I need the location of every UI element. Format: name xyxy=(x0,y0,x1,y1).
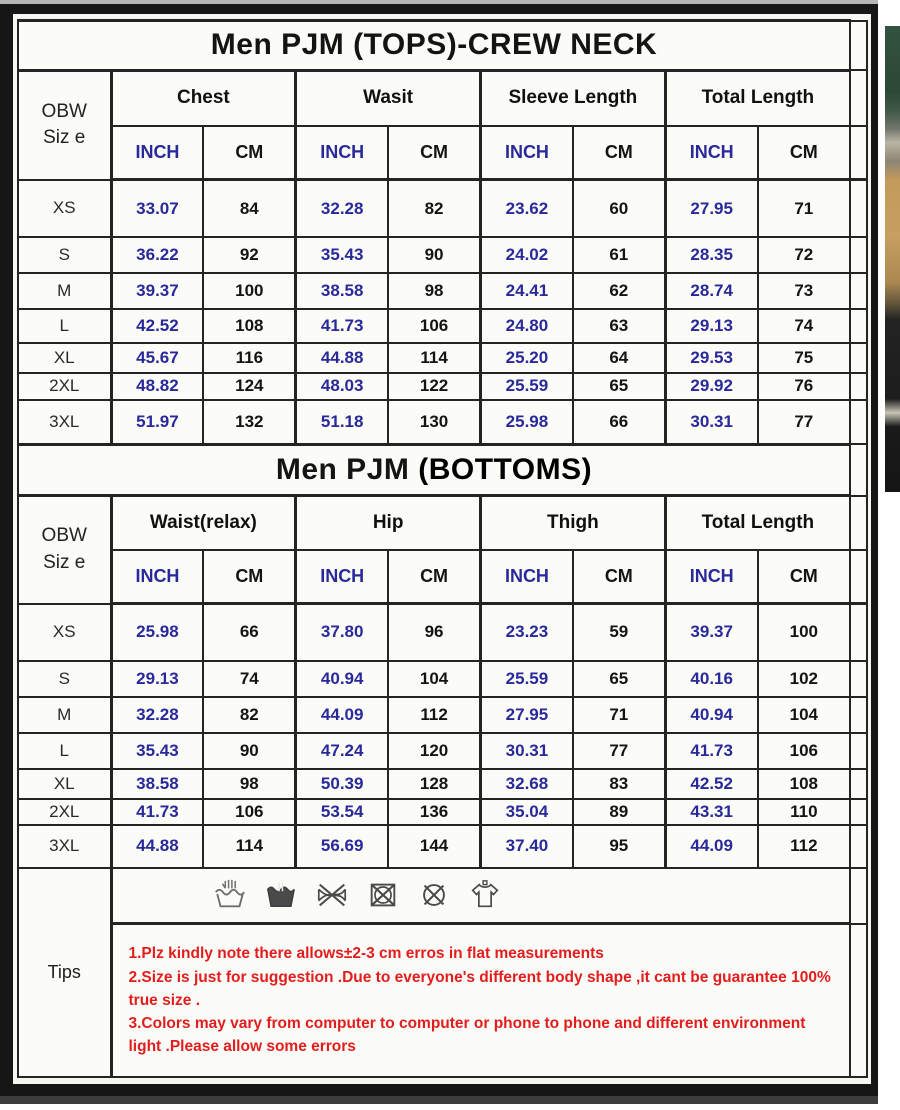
cell-sleeve-cm: 65 xyxy=(573,373,665,400)
cell-waist-cm: 82 xyxy=(203,697,295,733)
table-row xyxy=(18,180,867,237)
cell-total-cm: 71 xyxy=(758,180,850,237)
cell-total-inch: 42.52 xyxy=(665,769,757,799)
cell-total-cm: 73 xyxy=(758,273,850,309)
care-icons-row xyxy=(113,878,850,912)
chart-frame xyxy=(0,4,878,1096)
cell-waist-inch: 41.73 xyxy=(111,799,203,825)
tops-corner-header xyxy=(18,70,111,180)
cell-total-cm: 72 xyxy=(758,237,850,273)
tips-line: 2.Size is just for suggestion .Due to everyone's different body shape ,it cant be guarantee 100% true size . xyxy=(128,968,831,1009)
bottoms-corner-header xyxy=(18,496,111,604)
size-label: XS xyxy=(18,180,111,237)
size-label: M xyxy=(18,273,111,309)
table-row xyxy=(18,769,867,799)
cell-sleeve-cm: 63 xyxy=(573,309,665,342)
spacer-cell xyxy=(850,343,867,373)
cell-waist-cm: 130 xyxy=(388,400,480,445)
cell-total-cm: 102 xyxy=(758,661,850,697)
cell-thigh-inch: 32.68 xyxy=(481,769,573,799)
cell-total-cm: 77 xyxy=(758,400,850,445)
size-label: M xyxy=(18,697,111,733)
spacer-cell xyxy=(850,237,867,273)
group-header-sleeve-length: Sleeve Length xyxy=(481,70,666,126)
unit-cm: CM xyxy=(203,550,295,604)
size-label: XL xyxy=(18,343,111,373)
cell-thigh-cm: 65 xyxy=(573,661,665,697)
cell-total-cm: 104 xyxy=(758,697,850,733)
cell-total-cm: 106 xyxy=(758,733,850,769)
spacer-cell xyxy=(850,180,867,237)
table-row xyxy=(18,400,867,445)
spacer-cell xyxy=(850,309,867,342)
group-header-total-length: Total Length xyxy=(665,70,850,126)
bottoms-title xyxy=(18,444,850,496)
do-not-wring-icon xyxy=(315,878,349,912)
care-icons-cell xyxy=(111,868,850,924)
tops-title: Men PJM (TOPS)-CREW NECK xyxy=(18,21,850,71)
table-row xyxy=(18,273,867,309)
spacer-cell xyxy=(850,604,867,661)
cell-waist-cm: 66 xyxy=(203,604,295,661)
size-label: XL xyxy=(18,769,111,799)
cell-chest-cm: 100 xyxy=(203,273,295,309)
unit-cm: CM xyxy=(573,550,665,604)
cell-hip-cm: 144 xyxy=(388,825,480,867)
size-label: XS xyxy=(18,604,111,661)
cell-thigh-cm: 89 xyxy=(573,799,665,825)
cell-waist-inch: 35.43 xyxy=(111,733,203,769)
cell-hip-inch: 37.80 xyxy=(296,604,388,661)
bottoms-title-prefix: Men PJM xyxy=(275,452,419,486)
cell-sleeve-cm: 62 xyxy=(573,273,665,309)
cell-total-inch: 29.53 xyxy=(665,343,757,373)
cell-waist-cm: 114 xyxy=(203,825,295,867)
table-row xyxy=(18,309,867,342)
cell-waist-inch: 48.03 xyxy=(296,373,388,400)
cell-total-inch: 28.35 xyxy=(665,237,757,273)
cell-hip-inch: 50.39 xyxy=(296,769,388,799)
cell-sleeve-cm: 66 xyxy=(573,400,665,445)
cell-chest-cm: 132 xyxy=(203,400,295,445)
cell-thigh-cm: 95 xyxy=(573,825,665,867)
cell-sleeve-cm: 61 xyxy=(573,237,665,273)
size-label: L xyxy=(18,309,111,342)
do-not-dry-clean-icon xyxy=(417,878,451,912)
size-label: S xyxy=(18,237,111,273)
spacer-cell xyxy=(850,697,867,733)
size-label: 3XL xyxy=(18,400,111,445)
do-not-tumble-dry-icon xyxy=(366,878,400,912)
cell-sleeve-inch: 25.98 xyxy=(481,400,573,445)
cell-thigh-cm: 71 xyxy=(573,697,665,733)
cell-waist-inch: 38.58 xyxy=(296,273,388,309)
cell-hip-inch: 40.94 xyxy=(296,661,388,697)
unit-inch: INCH xyxy=(665,550,757,604)
unit-cm: CM xyxy=(758,550,850,604)
cell-sleeve-inch: 24.41 xyxy=(481,273,573,309)
spacer-cell xyxy=(850,373,867,400)
table-row xyxy=(18,697,867,733)
cell-chest-cm: 84 xyxy=(203,180,295,237)
size-label: L xyxy=(18,733,111,769)
corner-line1: OBW xyxy=(41,100,87,122)
cell-thigh-inch: 35.04 xyxy=(481,799,573,825)
cell-chest-cm: 108 xyxy=(203,309,295,342)
cell-thigh-inch: 30.31 xyxy=(481,733,573,769)
cell-waist-inch: 32.28 xyxy=(111,697,203,733)
cell-hip-inch: 56.69 xyxy=(296,825,388,867)
tips-label: Tips xyxy=(18,868,111,1077)
wash-basin-icon xyxy=(264,878,298,912)
spacer-cell xyxy=(850,70,867,126)
cell-hip-cm: 96 xyxy=(388,604,480,661)
cell-hip-cm: 128 xyxy=(388,769,480,799)
cell-sleeve-cm: 60 xyxy=(573,180,665,237)
cell-sleeve-cm: 64 xyxy=(573,343,665,373)
size-label: 2XL xyxy=(18,799,111,825)
cell-chest-inch: 45.67 xyxy=(111,343,203,373)
cell-total-inch: 29.92 xyxy=(665,373,757,400)
unit-inch: INCH xyxy=(111,550,203,604)
tips-line: 3.Colors may vary from computer to computer or phone to phone and different environment light .Please allow some errors xyxy=(128,1015,806,1056)
table-row xyxy=(18,343,867,373)
group-header-chest: Chest xyxy=(111,70,296,126)
cell-total-cm: 100 xyxy=(758,604,850,661)
cell-waist-cm: 98 xyxy=(388,273,480,309)
size-label: 2XL xyxy=(18,373,111,400)
spacer-cell xyxy=(850,733,867,769)
cell-total-inch: 29.13 xyxy=(665,309,757,342)
cell-chest-inch: 42.52 xyxy=(111,309,203,342)
size-label: 3XL xyxy=(18,825,111,867)
corner-line2: Siz e xyxy=(43,551,86,573)
group-header-thigh: Thigh xyxy=(481,496,666,550)
cell-hip-cm: 120 xyxy=(388,733,480,769)
bottoms-title-suffix: (BOTTOMS) xyxy=(418,452,593,486)
cell-total-inch: 43.31 xyxy=(665,799,757,825)
cell-sleeve-inch: 24.02 xyxy=(481,237,573,273)
unit-cm: CM xyxy=(758,126,850,180)
spacer-cell xyxy=(850,444,867,496)
unit-inch: INCH xyxy=(296,550,388,604)
cell-waist-inch: 44.88 xyxy=(296,343,388,373)
cell-hip-inch: 53.54 xyxy=(296,799,388,825)
cell-waist-cm: 82 xyxy=(388,180,480,237)
cell-total-cm: 108 xyxy=(758,769,850,799)
cell-thigh-inch: 27.95 xyxy=(481,697,573,733)
spacer-cell xyxy=(850,924,867,1077)
spacer-cell xyxy=(850,661,867,697)
cell-total-inch: 40.94 xyxy=(665,697,757,733)
cell-total-inch: 30.31 xyxy=(665,400,757,445)
chart-inner xyxy=(13,14,871,1084)
garment-icon xyxy=(468,878,502,912)
unit-cm: CM xyxy=(203,126,295,180)
unit-cm: CM xyxy=(388,126,480,180)
unit-inch: INCH xyxy=(111,126,203,180)
cell-waist-inch: 25.98 xyxy=(111,604,203,661)
cell-total-cm: 112 xyxy=(758,825,850,867)
unit-inch: INCH xyxy=(481,126,573,180)
group-header-waist-relax: Waist(relax) xyxy=(111,496,296,550)
spacer-cell xyxy=(850,825,867,867)
cell-waist-inch: 29.13 xyxy=(111,661,203,697)
spacer-cell xyxy=(850,273,867,309)
cell-waist-cm: 90 xyxy=(388,237,480,273)
cell-chest-cm: 124 xyxy=(203,373,295,400)
cell-hip-cm: 136 xyxy=(388,799,480,825)
cell-waist-inch: 51.18 xyxy=(296,400,388,445)
cell-thigh-inch: 23.23 xyxy=(481,604,573,661)
group-header-total-length: Total Length xyxy=(665,496,850,550)
cell-total-inch: 39.37 xyxy=(665,604,757,661)
cell-sleeve-inch: 25.20 xyxy=(481,343,573,373)
cell-total-inch: 27.95 xyxy=(665,180,757,237)
hand-wash-icon xyxy=(213,878,247,912)
spacer-cell xyxy=(850,799,867,825)
cell-chest-cm: 92 xyxy=(203,237,295,273)
cell-total-cm: 76 xyxy=(758,373,850,400)
cell-waist-inch: 38.58 xyxy=(111,769,203,799)
cell-total-inch: 40.16 xyxy=(665,661,757,697)
size-chart-table xyxy=(17,19,868,1078)
cell-waist-inch: 41.73 xyxy=(296,309,388,342)
cell-total-inch: 44.09 xyxy=(665,825,757,867)
spacer-cell xyxy=(850,868,867,924)
corner-line2: Siz e xyxy=(43,127,86,149)
cell-sleeve-inch: 23.62 xyxy=(481,180,573,237)
cell-waist-inch: 32.28 xyxy=(296,180,388,237)
cell-waist-inch: 44.88 xyxy=(111,825,203,867)
cell-chest-inch: 51.97 xyxy=(111,400,203,445)
cell-waist-cm: 122 xyxy=(388,373,480,400)
spacer-cell xyxy=(850,126,867,180)
cell-total-cm: 74 xyxy=(758,309,850,342)
tips-line: 1.Plz kindly note there allows±2-3 cm erros in flat measurements xyxy=(128,945,604,963)
cell-chest-inch: 33.07 xyxy=(111,180,203,237)
cell-total-inch: 41.73 xyxy=(665,733,757,769)
group-header-waist: Wasit xyxy=(296,70,481,126)
cell-thigh-cm: 59 xyxy=(573,604,665,661)
spacer-cell xyxy=(850,550,867,604)
cell-total-inch: 28.74 xyxy=(665,273,757,309)
cell-hip-inch: 47.24 xyxy=(296,733,388,769)
cell-chest-cm: 116 xyxy=(203,343,295,373)
unit-inch: INCH xyxy=(481,550,573,604)
corner-line1: OBW xyxy=(41,525,87,547)
table-row xyxy=(18,799,867,825)
tips-text xyxy=(111,924,850,1077)
unit-cm: CM xyxy=(573,126,665,180)
cell-hip-cm: 104 xyxy=(388,661,480,697)
cell-sleeve-inch: 25.59 xyxy=(481,373,573,400)
table-row xyxy=(18,604,867,661)
cell-total-cm: 110 xyxy=(758,799,850,825)
cell-chest-inch: 48.82 xyxy=(111,373,203,400)
cell-chest-inch: 36.22 xyxy=(111,237,203,273)
cell-waist-cm: 114 xyxy=(388,343,480,373)
cell-waist-cm: 106 xyxy=(203,799,295,825)
cell-waist-inch: 35.43 xyxy=(296,237,388,273)
cell-sleeve-inch: 24.80 xyxy=(481,309,573,342)
table-row xyxy=(18,733,867,769)
unit-inch: INCH xyxy=(665,126,757,180)
spacer-cell xyxy=(850,496,867,550)
size-label: S xyxy=(18,661,111,697)
unit-cm: CM xyxy=(388,550,480,604)
cell-hip-inch: 44.09 xyxy=(296,697,388,733)
cell-total-cm: 75 xyxy=(758,343,850,373)
cell-waist-cm: 90 xyxy=(203,733,295,769)
bottom-edge-strip xyxy=(0,1096,878,1104)
table-row xyxy=(18,237,867,273)
unit-inch: INCH xyxy=(296,126,388,180)
cell-thigh-cm: 77 xyxy=(573,733,665,769)
cell-thigh-cm: 83 xyxy=(573,769,665,799)
cell-thigh-inch: 37.40 xyxy=(481,825,573,867)
spacer-cell xyxy=(850,769,867,799)
cell-waist-cm: 98 xyxy=(203,769,295,799)
cell-waist-cm: 74 xyxy=(203,661,295,697)
table-row xyxy=(18,825,867,867)
cell-chest-inch: 39.37 xyxy=(111,273,203,309)
product-photo-edge xyxy=(885,26,900,492)
cell-thigh-inch: 25.59 xyxy=(481,661,573,697)
spacer-cell xyxy=(850,21,867,71)
table-row xyxy=(18,373,867,400)
table-row xyxy=(18,661,867,697)
group-header-hip: Hip xyxy=(296,496,481,550)
cell-waist-cm: 106 xyxy=(388,309,480,342)
cell-hip-cm: 112 xyxy=(388,697,480,733)
spacer-cell xyxy=(850,400,867,445)
